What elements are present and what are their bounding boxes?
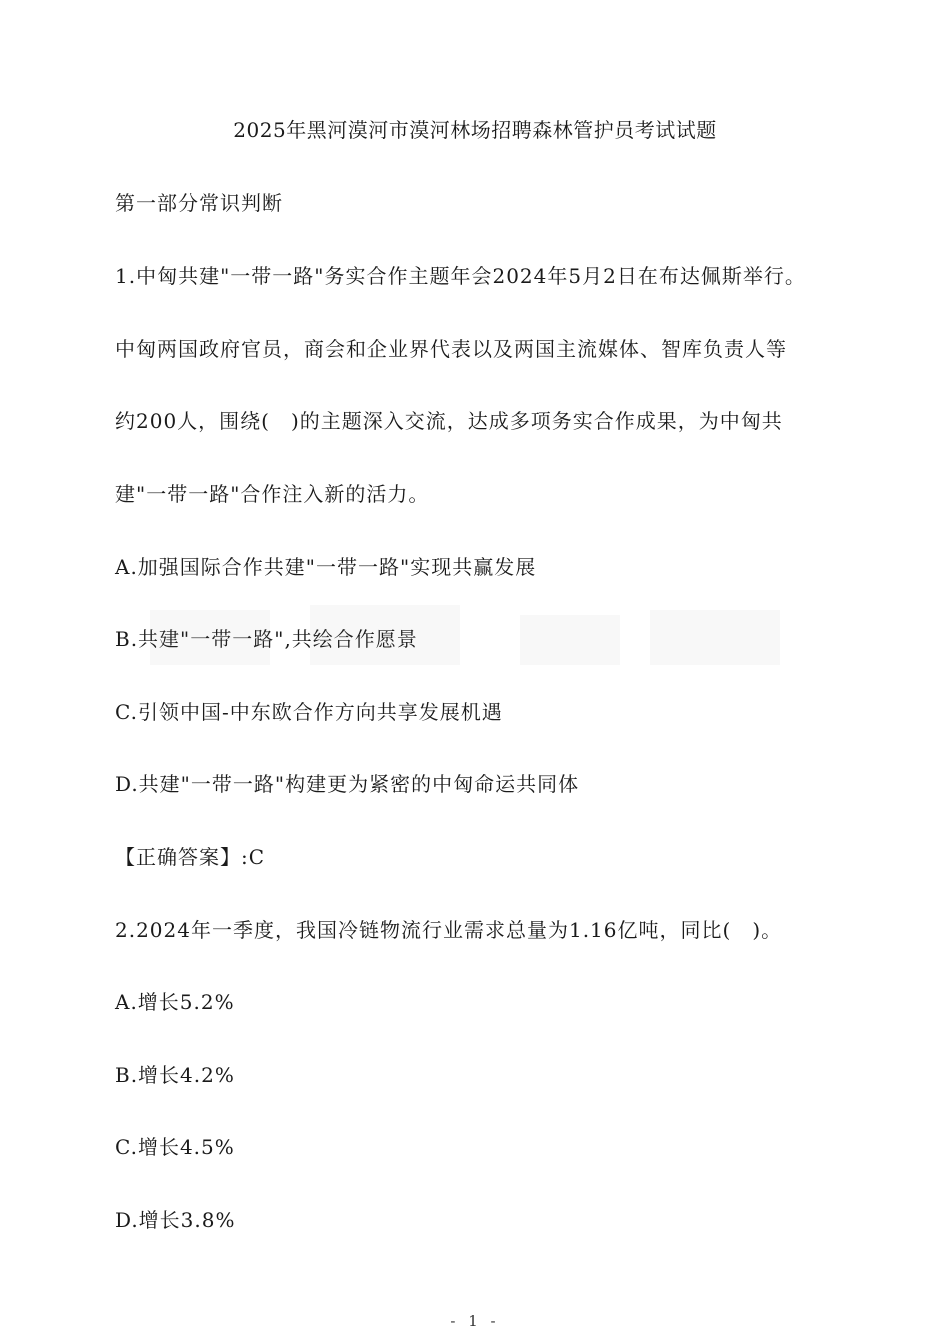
question-1-line-1: 1.中匈共建"一带一路"务实合作主题年会2024年5月2日在布达佩斯举行。 xyxy=(115,264,806,288)
page-number: - 1 - xyxy=(450,1312,500,1330)
question-2-option-d: D.增长3.8% xyxy=(115,1208,236,1232)
document-title: 2025年黑河漠河市漠河林场招聘森林管护员考试试题 xyxy=(233,118,717,142)
question-2-stem: 2.2024年一季度，我国冷链物流行业需求总量为1.16亿吨，同比( )。 xyxy=(115,918,783,942)
question-1-option-a: A.加强国际合作共建"一带一路"实现共赢发展 xyxy=(115,555,537,579)
section-heading: 第一部分常识判断 xyxy=(115,191,283,215)
question-1-line-4: 建"一带一路"合作注入新的活力。 xyxy=(115,482,430,506)
question-2-option-c: C.增长4.5% xyxy=(115,1135,235,1159)
question-1-line-3: 约200人，围绕( )的主题深入交流，达成多项务实合作成果，为中匈共 xyxy=(115,409,783,433)
question-1-option-c: C.引领中国-中东欧合作方向共享发展机遇 xyxy=(115,700,503,724)
question-2-option-a: A.增长5.2% xyxy=(115,990,235,1014)
question-1-answer: 【正确答案】:C xyxy=(115,845,266,869)
question-1-line-2: 中匈两国政府官员，商会和企业界代表以及两国主流媒体、智库负责人等 xyxy=(115,337,787,361)
question-1-option-b: B.共建"一带一路",共绘合作愿景 xyxy=(115,627,418,651)
question-2-option-b: B.增长4.2% xyxy=(115,1063,235,1087)
question-1-option-d: D.共建"一带一路"构建更为紧密的中匈命运共同体 xyxy=(115,772,580,796)
